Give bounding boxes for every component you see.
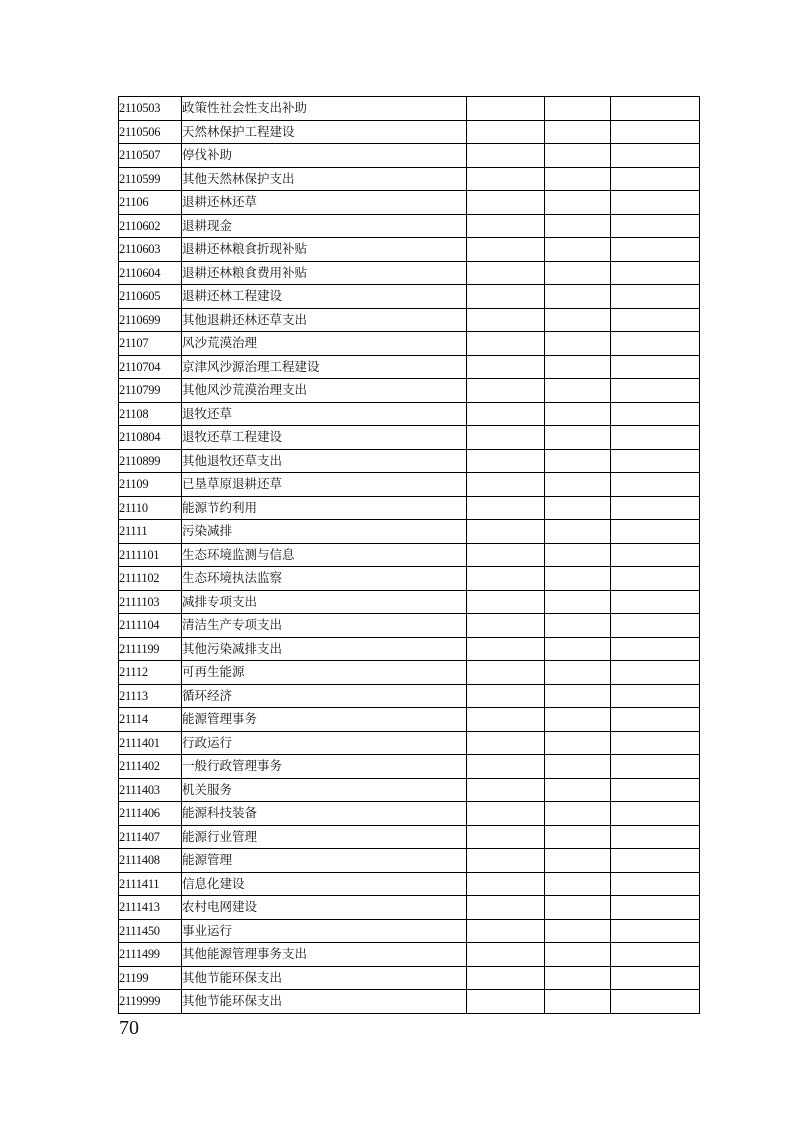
table-row xyxy=(119,966,700,990)
empty-cell xyxy=(467,990,545,1014)
empty-cell xyxy=(545,708,611,732)
empty-cell xyxy=(611,708,700,732)
empty-cell xyxy=(467,238,545,262)
empty-cell xyxy=(467,708,545,732)
table-row xyxy=(119,167,700,191)
empty-cell xyxy=(545,285,611,309)
subject-name-cell: 退耕还林粮食折现补贴 xyxy=(182,238,467,262)
empty-cell xyxy=(467,496,545,520)
subject-name-cell: 能源行业管理 xyxy=(182,825,467,849)
empty-cell xyxy=(611,849,700,873)
empty-cell xyxy=(545,214,611,238)
empty-cell xyxy=(467,97,545,121)
empty-cell xyxy=(611,661,700,685)
subject-code-cell: 21108 xyxy=(119,402,182,426)
table-row xyxy=(119,238,700,262)
empty-cell xyxy=(467,684,545,708)
subject-name-cell: 其他污染减排支出 xyxy=(182,637,467,661)
empty-cell xyxy=(467,614,545,638)
empty-cell xyxy=(545,332,611,356)
empty-cell xyxy=(611,402,700,426)
subject-name-cell: 其他节能环保支出 xyxy=(182,990,467,1014)
empty-cell xyxy=(545,426,611,450)
subject-name-cell: 能源管理事务 xyxy=(182,708,467,732)
table-body xyxy=(119,97,700,1014)
empty-cell xyxy=(545,966,611,990)
empty-cell xyxy=(545,167,611,191)
empty-cell xyxy=(545,308,611,332)
empty-cell xyxy=(545,919,611,943)
subject-name-cell: 京津风沙源治理工程建设 xyxy=(182,355,467,379)
subject-code-cell: 2110699 xyxy=(119,308,182,332)
table-row xyxy=(119,496,700,520)
empty-cell xyxy=(467,755,545,779)
empty-cell xyxy=(611,144,700,168)
table-row xyxy=(119,567,700,591)
subject-name-cell: 其他退耕还林还草支出 xyxy=(182,308,467,332)
empty-cell xyxy=(611,778,700,802)
subject-name-cell: 政策性社会性支出补助 xyxy=(182,97,467,121)
subject-code-cell: 2119999 xyxy=(119,990,182,1014)
empty-cell xyxy=(467,966,545,990)
empty-cell xyxy=(611,285,700,309)
subject-name-cell: 退耕还林粮食费用补贴 xyxy=(182,261,467,285)
empty-cell xyxy=(545,355,611,379)
empty-cell xyxy=(611,355,700,379)
empty-cell xyxy=(545,473,611,497)
subject-code-cell: 2111406 xyxy=(119,802,182,826)
empty-cell xyxy=(611,990,700,1014)
subject-code-cell: 21106 xyxy=(119,191,182,215)
table-row xyxy=(119,943,700,967)
empty-cell xyxy=(611,614,700,638)
empty-cell xyxy=(545,637,611,661)
table-row xyxy=(119,755,700,779)
empty-cell xyxy=(467,214,545,238)
table-row xyxy=(119,144,700,168)
empty-cell xyxy=(545,802,611,826)
subject-code-cell: 21109 xyxy=(119,473,182,497)
subject-name-cell: 循环经济 xyxy=(182,684,467,708)
empty-cell xyxy=(545,684,611,708)
empty-cell xyxy=(467,661,545,685)
subject-name-cell: 停伐补助 xyxy=(182,144,467,168)
empty-cell xyxy=(467,144,545,168)
empty-cell xyxy=(611,919,700,943)
empty-cell xyxy=(545,872,611,896)
table-row xyxy=(119,731,700,755)
empty-cell xyxy=(467,637,545,661)
subject-code-cell: 2111403 xyxy=(119,778,182,802)
empty-cell xyxy=(467,402,545,426)
subject-code-cell: 2111413 xyxy=(119,896,182,920)
table-row xyxy=(119,708,700,732)
table-row xyxy=(119,261,700,285)
subject-name-cell: 能源科技装备 xyxy=(182,802,467,826)
empty-cell xyxy=(611,449,700,473)
empty-cell xyxy=(611,943,700,967)
empty-cell xyxy=(611,97,700,121)
subject-name-cell: 天然林保护工程建设 xyxy=(182,120,467,144)
subject-code-cell: 2110506 xyxy=(119,120,182,144)
empty-cell xyxy=(467,825,545,849)
empty-cell xyxy=(611,543,700,567)
subject-code-cell: 2110899 xyxy=(119,449,182,473)
empty-cell xyxy=(545,238,611,262)
empty-cell xyxy=(611,590,700,614)
subject-code-cell: 2111102 xyxy=(119,567,182,591)
empty-cell xyxy=(467,943,545,967)
table-row xyxy=(119,449,700,473)
empty-cell xyxy=(545,449,611,473)
empty-cell xyxy=(611,896,700,920)
empty-cell xyxy=(545,825,611,849)
empty-cell xyxy=(467,802,545,826)
empty-cell xyxy=(467,379,545,403)
subject-code-cell: 2111199 xyxy=(119,637,182,661)
empty-cell xyxy=(545,661,611,685)
subject-name-cell: 其他节能环保支出 xyxy=(182,966,467,990)
subject-code-cell: 2110704 xyxy=(119,355,182,379)
subject-code-cell: 2110804 xyxy=(119,426,182,450)
empty-cell xyxy=(611,684,700,708)
empty-cell xyxy=(467,731,545,755)
subject-code-cell: 2111402 xyxy=(119,755,182,779)
subject-code-cell: 2110599 xyxy=(119,167,182,191)
subject-code-cell: 2110503 xyxy=(119,97,182,121)
table-row xyxy=(119,97,700,121)
empty-cell xyxy=(467,120,545,144)
subject-code-cell: 21113 xyxy=(119,684,182,708)
subject-code-cell: 2111101 xyxy=(119,543,182,567)
subject-code-cell: 21107 xyxy=(119,332,182,356)
empty-cell xyxy=(611,167,700,191)
subject-name-cell: 其他风沙荒漠治理支出 xyxy=(182,379,467,403)
empty-cell xyxy=(545,543,611,567)
empty-cell xyxy=(545,97,611,121)
empty-cell xyxy=(467,567,545,591)
empty-cell xyxy=(545,590,611,614)
empty-cell xyxy=(545,191,611,215)
empty-cell xyxy=(611,426,700,450)
subject-name-cell: 减排专项支出 xyxy=(182,590,467,614)
subject-name-cell: 退牧还草工程建设 xyxy=(182,426,467,450)
subject-code-cell: 2110603 xyxy=(119,238,182,262)
empty-cell xyxy=(467,849,545,873)
table-row xyxy=(119,614,700,638)
subject-name-cell: 农村电网建设 xyxy=(182,896,467,920)
budget-table xyxy=(118,96,700,1014)
table-row xyxy=(119,473,700,497)
subject-code-cell: 21199 xyxy=(119,966,182,990)
subject-code-cell: 2111407 xyxy=(119,825,182,849)
empty-cell xyxy=(545,567,611,591)
empty-cell xyxy=(545,496,611,520)
empty-cell xyxy=(545,990,611,1014)
empty-cell xyxy=(545,849,611,873)
subject-name-cell: 退耕还林还草 xyxy=(182,191,467,215)
empty-cell xyxy=(545,402,611,426)
table-row xyxy=(119,402,700,426)
empty-cell xyxy=(611,731,700,755)
empty-cell xyxy=(467,896,545,920)
subject-name-cell: 行政运行 xyxy=(182,731,467,755)
subject-name-cell: 退耕还林工程建设 xyxy=(182,285,467,309)
subject-code-cell: 2111401 xyxy=(119,731,182,755)
empty-cell xyxy=(467,778,545,802)
empty-cell xyxy=(467,872,545,896)
empty-cell xyxy=(545,120,611,144)
table-row xyxy=(119,214,700,238)
table-row xyxy=(119,520,700,544)
empty-cell xyxy=(467,167,545,191)
empty-cell xyxy=(611,637,700,661)
table-row xyxy=(119,872,700,896)
subject-code-cell: 2111450 xyxy=(119,919,182,943)
table-row xyxy=(119,120,700,144)
empty-cell xyxy=(611,308,700,332)
empty-cell xyxy=(611,966,700,990)
empty-cell xyxy=(467,426,545,450)
subject-name-cell: 退牧还草 xyxy=(182,402,467,426)
empty-cell xyxy=(611,755,700,779)
table-row xyxy=(119,543,700,567)
subject-code-cell: 2111499 xyxy=(119,943,182,967)
empty-cell xyxy=(467,449,545,473)
table-row xyxy=(119,990,700,1014)
empty-cell xyxy=(467,590,545,614)
empty-cell xyxy=(467,261,545,285)
empty-cell xyxy=(467,520,545,544)
table-row xyxy=(119,825,700,849)
empty-cell xyxy=(611,473,700,497)
subject-code-cell: 2110507 xyxy=(119,144,182,168)
empty-cell xyxy=(467,473,545,497)
table-row xyxy=(119,896,700,920)
empty-cell xyxy=(467,543,545,567)
subject-code-cell: 2111103 xyxy=(119,590,182,614)
empty-cell xyxy=(545,755,611,779)
subject-code-cell: 21110 xyxy=(119,496,182,520)
subject-code-cell: 2110605 xyxy=(119,285,182,309)
subject-name-cell: 可再生能源 xyxy=(182,661,467,685)
table-row xyxy=(119,355,700,379)
table-row xyxy=(119,661,700,685)
subject-name-cell: 已垦草原退耕还草 xyxy=(182,473,467,497)
table-row xyxy=(119,191,700,215)
empty-cell xyxy=(467,355,545,379)
empty-cell xyxy=(611,520,700,544)
subject-code-cell: 2110602 xyxy=(119,214,182,238)
empty-cell xyxy=(611,825,700,849)
empty-cell xyxy=(611,261,700,285)
empty-cell xyxy=(467,191,545,215)
empty-cell xyxy=(611,191,700,215)
subject-name-cell: 信息化建设 xyxy=(182,872,467,896)
table-row xyxy=(119,590,700,614)
subject-code-cell: 2111408 xyxy=(119,849,182,873)
empty-cell xyxy=(545,261,611,285)
empty-cell xyxy=(467,332,545,356)
empty-cell xyxy=(467,308,545,332)
subject-name-cell: 风沙荒漠治理 xyxy=(182,332,467,356)
table-row xyxy=(119,849,700,873)
table-row xyxy=(119,637,700,661)
empty-cell xyxy=(611,238,700,262)
empty-cell xyxy=(545,896,611,920)
empty-cell xyxy=(611,567,700,591)
table-row xyxy=(119,426,700,450)
table-row xyxy=(119,778,700,802)
table-row xyxy=(119,285,700,309)
empty-cell xyxy=(611,379,700,403)
subject-name-cell: 能源节约利用 xyxy=(182,496,467,520)
table-row xyxy=(119,684,700,708)
empty-cell xyxy=(545,731,611,755)
empty-cell xyxy=(611,214,700,238)
empty-cell xyxy=(611,802,700,826)
empty-cell xyxy=(545,144,611,168)
empty-cell xyxy=(545,520,611,544)
subject-name-cell: 清洁生产专项支出 xyxy=(182,614,467,638)
table-row xyxy=(119,308,700,332)
subject-name-cell: 能源管理 xyxy=(182,849,467,873)
empty-cell xyxy=(545,614,611,638)
empty-cell xyxy=(467,919,545,943)
subject-name-cell: 机关服务 xyxy=(182,778,467,802)
empty-cell xyxy=(545,778,611,802)
empty-cell xyxy=(611,332,700,356)
table-row xyxy=(119,332,700,356)
subject-name-cell: 一般行政管理事务 xyxy=(182,755,467,779)
empty-cell xyxy=(611,496,700,520)
subject-code-cell: 2111411 xyxy=(119,872,182,896)
page-number: 70 xyxy=(119,1017,139,1039)
subject-name-cell: 生态环境执法监察 xyxy=(182,567,467,591)
subject-name-cell: 其他能源管理事务支出 xyxy=(182,943,467,967)
subject-name-cell: 其他天然林保护支出 xyxy=(182,167,467,191)
empty-cell xyxy=(611,872,700,896)
subject-code-cell: 21111 xyxy=(119,520,182,544)
subject-code-cell: 21112 xyxy=(119,661,182,685)
subject-code-cell: 2110604 xyxy=(119,261,182,285)
table-row xyxy=(119,379,700,403)
table-row xyxy=(119,802,700,826)
subject-code-cell: 2111104 xyxy=(119,614,182,638)
table-row xyxy=(119,919,700,943)
empty-cell xyxy=(611,120,700,144)
subject-code-cell: 21114 xyxy=(119,708,182,732)
subject-code-cell: 2110799 xyxy=(119,379,182,403)
empty-cell xyxy=(545,379,611,403)
subject-name-cell: 生态环境监测与信息 xyxy=(182,543,467,567)
empty-cell xyxy=(545,943,611,967)
subject-name-cell: 事业运行 xyxy=(182,919,467,943)
subject-name-cell: 其他退牧还草支出 xyxy=(182,449,467,473)
empty-cell xyxy=(467,285,545,309)
subject-name-cell: 退耕现金 xyxy=(182,214,467,238)
subject-name-cell: 污染减排 xyxy=(182,520,467,544)
